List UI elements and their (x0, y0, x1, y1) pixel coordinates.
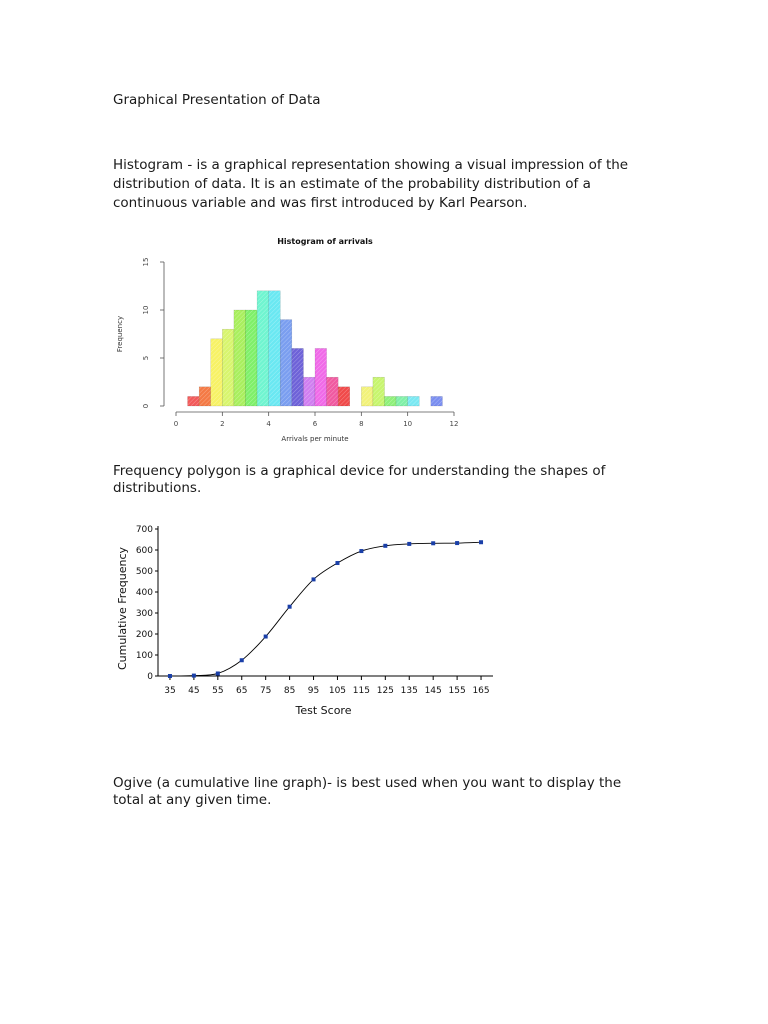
ogive-chart (112, 520, 502, 725)
y-tick-label: 0 (147, 672, 153, 682)
x-tick-label: 65 (236, 686, 248, 696)
histogram-paragraph (113, 156, 673, 213)
data-point (431, 541, 435, 545)
histogram-bar-hatch (269, 291, 281, 406)
data-point (216, 671, 220, 675)
histogram-bar-hatch (327, 377, 339, 406)
histogram-bar-hatch (292, 348, 304, 406)
data-point (479, 540, 483, 544)
series-line (170, 542, 481, 676)
y-tick-label: 15 (142, 257, 150, 267)
x-tick-label: 155 (448, 686, 466, 696)
y-axis-label: Frequency (116, 315, 124, 353)
x-tick-label: 45 (188, 686, 200, 696)
y-tick-label: 5 (142, 355, 150, 361)
data-point (359, 549, 363, 553)
data-point (312, 577, 316, 581)
data-point (264, 635, 268, 639)
y-tick-label: 700 (135, 525, 153, 535)
histogram-bar-hatch (246, 310, 258, 406)
histogram-bar-hatch (408, 396, 420, 406)
ogive-paragraph (113, 775, 673, 809)
data-point (407, 542, 411, 546)
data-point (192, 674, 196, 678)
y-tick-label: 10 (142, 305, 150, 315)
histogram-bar-hatch (396, 396, 408, 406)
x-tick-label: 0 (173, 420, 179, 428)
x-tick-label: 165 (472, 686, 490, 696)
x-tick-label: 75 (259, 686, 272, 696)
x-tick-label: 135 (400, 686, 418, 696)
data-point (288, 605, 292, 609)
x-axis-label: Arrivals per minute (281, 435, 349, 443)
histogram-bar-hatch (188, 396, 200, 406)
data-point (168, 674, 172, 678)
x-tick-label: 2 (220, 420, 225, 428)
y-tick-label: 100 (135, 651, 153, 661)
histogram-bar-hatch (338, 387, 350, 406)
x-tick-label: 115 (352, 686, 370, 696)
y-tick-label: 300 (135, 609, 153, 619)
paragraph-line: Ogive (a cumulative line graph)- is best used when you want to display the (113, 775, 622, 791)
x-tick-label: 8 (359, 420, 364, 428)
x-tick-label: 125 (376, 686, 394, 696)
histogram-bar-hatch (234, 310, 246, 406)
data-point (455, 541, 459, 545)
x-tick-label: 85 (283, 686, 296, 696)
histogram-chart (110, 232, 530, 452)
histogram-bar-hatch (303, 377, 315, 406)
chart-title: Histogram of arrivals (277, 237, 373, 246)
paragraph-line: total at any given time. (113, 792, 272, 808)
paragraph-line: Histogram - is a graphical representation showing a visual impression of the (113, 157, 629, 173)
histogram-bar-hatch (199, 387, 211, 406)
y-axis-label: Cumulative Frequency (116, 546, 129, 671)
data-point (383, 544, 387, 548)
histogram-bar-hatch (385, 396, 397, 406)
x-tick-label: 105 (328, 686, 347, 696)
y-tick-label: 0 (142, 403, 150, 409)
histogram-bar-hatch (280, 320, 292, 406)
y-tick-label: 400 (135, 588, 153, 598)
y-tick-label: 200 (135, 630, 153, 640)
y-tick-label: 500 (135, 567, 153, 577)
x-tick-label: 6 (312, 420, 318, 428)
paragraph-line: distribution of data. It is an estimate of the probability distribution of a (113, 176, 591, 192)
paragraph-line: continuous variable and was first introduced by Karl Pearson. (113, 195, 528, 211)
data-point (240, 658, 244, 662)
x-tick-label: 4 (266, 420, 271, 428)
histogram-bar-hatch (211, 339, 223, 406)
x-tick-label: 35 (164, 686, 176, 696)
histogram-bar-hatch (361, 387, 373, 406)
x-tick-label: 10 (403, 420, 413, 428)
histogram-bar-hatch (431, 396, 443, 406)
x-tick-label: 95 (307, 686, 320, 696)
histogram-bar-hatch (257, 291, 269, 406)
x-tick-label: 12 (449, 420, 459, 428)
histogram-bar-hatch (315, 348, 327, 406)
histogram-bar-hatch (222, 329, 234, 406)
page-title: Graphical Presentation of Data (113, 92, 321, 108)
x-tick-label: 55 (212, 686, 224, 696)
frequency-polygon-paragraph (113, 463, 673, 497)
x-tick-label: 145 (424, 686, 442, 696)
y-tick-label: 600 (135, 546, 153, 556)
paragraph-line: Frequency polygon is a graphical device for understanding the shapes of (113, 463, 606, 479)
data-point (335, 561, 339, 565)
x-axis-label: Test Score (295, 704, 352, 717)
histogram-bar-hatch (373, 377, 385, 406)
paragraph-line: distributions. (113, 480, 202, 496)
